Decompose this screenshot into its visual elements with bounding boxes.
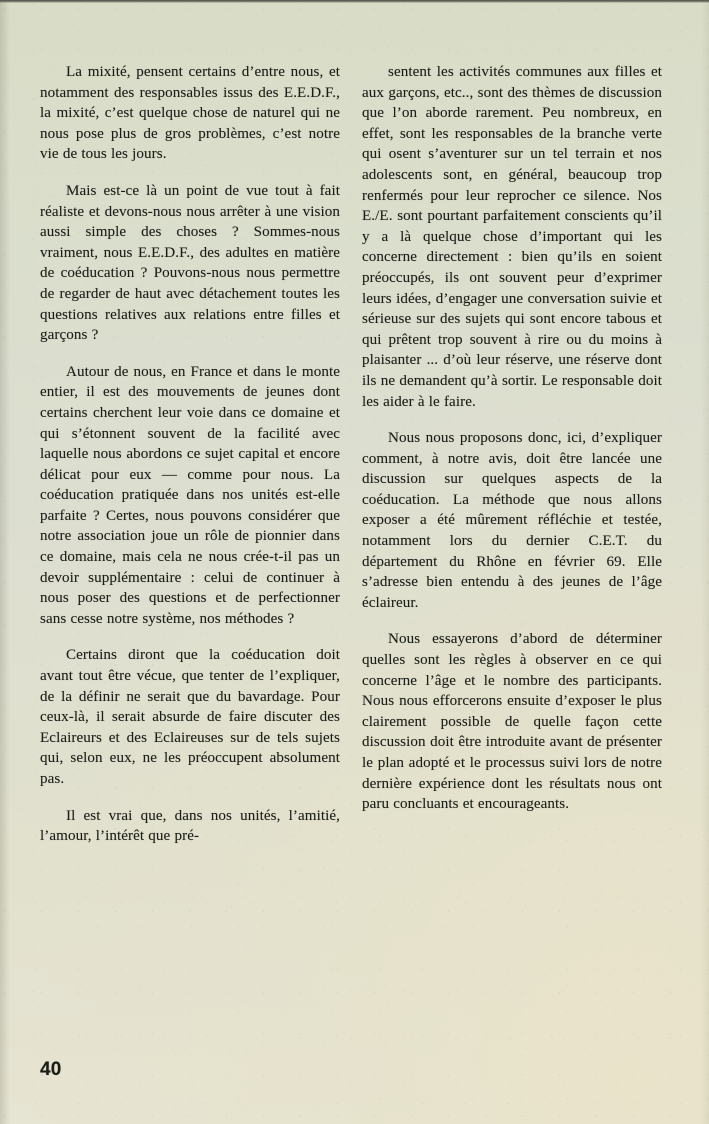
scan-top-edge bbox=[0, 0, 709, 3]
two-column-text-body bbox=[40, 62, 668, 847]
paragraph-continued-in-right-column: Il est vrai que, dans nos unités, l’amitié, l’amour, l’intérêt que pré- bbox=[40, 807, 340, 845]
paragraph: Certains diront que la coéducation doit avant tout être vécue, que tenter de l’expliquer, de la définir ne serait que du bavardage. Pour ceux-là, il serait absurde de faire discuter des Eclaireurs et des Eclaireuses sur de tels sujets qui, selon eux, ne les préoccupent absolument pas. bbox=[40, 647, 340, 787]
scan-right-shadow bbox=[701, 0, 709, 1124]
scan-left-shadow bbox=[0, 0, 10, 1124]
paragraph: Autour de nous, en France et dans le monte entier, il est des mouvements de jeunes dont certains cherchent leur voie dans ce domaine et qui s’étonnent souvent de la facilité avec laquelle nous abordons ce sujet capital et encore délicat pour eux — comme pour nous. La coéducation pratiquée dans nos unités est-elle parfaite ? Certes, nous pouvons considérer que notre association joue un rôle de pionnier dans ce domaine, mais cela ne nous crée-t-il pas un devoir supplémentaire : celui de continuer à nous poser des questions et de perfectionner sans cesse notre système, nos méthodes ? bbox=[40, 363, 340, 627]
paragraph: Nous nous proposons donc, ici, d’expliquer comment, à notre avis, doit être lancée une discussion sur quelques aspects de la coéducation. La méthode que nous allons exposer a été mûrement réfléchie et testée, notamment lors du dernier C.E.T. du département du Rhône en février 69. Elle s’adresse bien entendu à des jeunes de l’âge éclaireur. bbox=[362, 430, 662, 611]
left-column bbox=[40, 62, 340, 847]
paragraph: La mixité, pensent certains d’entre nous, et notamment des responsables issus des E.E.D.F., la mixité, c’est quelque chose de naturel qui ne nous pose plus de gros problèmes, c’est notre vie de tous les jours. bbox=[40, 64, 340, 163]
paragraph: Mais est-ce là un point de vue tout à fait réaliste et devons-nous nous arrêter à une vision aussi simple des choses ? Sommes-nous vraiment, nous E.E.D.F., des adultes en matière de coéducation ? Pouvons-nous nous permettre de regarder de haut avec détachement toutes les questions relatives aux relations entre filles et garçons ? bbox=[40, 182, 340, 344]
paragraph: Nous essayerons d’abord de déterminer quelles sont les règles à observer en ce qui concerne l’âge et le nombre des participants. Nous nous efforcerons ensuite d’exposer le plus clairement possible de quelle façon cette discussion doit être introduite avant de présenter le plan adopté et le processus suivi lors de notre dernière expérience dont les résultats nous ont paru concluants et encourageants. bbox=[362, 631, 662, 813]
paragraph-continuation: sentent les activités communes aux filles et aux garçons, etc.., sont des thèmes de discussion que l’on aborde rarement. Peu nombreux, en effet, sont les responsables de la branche verte qui osent s’aventurer sur un tel terrain et nos adolescents sont, en général, beaucoup trop renfermés pour leur reprocher ce silence. Nos E./E. sont pourtant parfaitement conscients qu’il y a là quelque chose d’important qui les concerne directement : bien qu’ils en soient préoccupés, ils ont souvent peur d’exprimer leurs idées, d’engager une conversation suivie et sérieuse sur des sujets qui sont encore tabous et qui prêtent trop souvent à rire ou du moins à plaisanter ... d’où leur réserve, une réserve dont ils ne demandent qu’à sortir. Le responsable doit les aider à le faire. bbox=[362, 64, 662, 410]
page-number: 40 bbox=[40, 1059, 62, 1080]
right-column bbox=[362, 62, 662, 815]
